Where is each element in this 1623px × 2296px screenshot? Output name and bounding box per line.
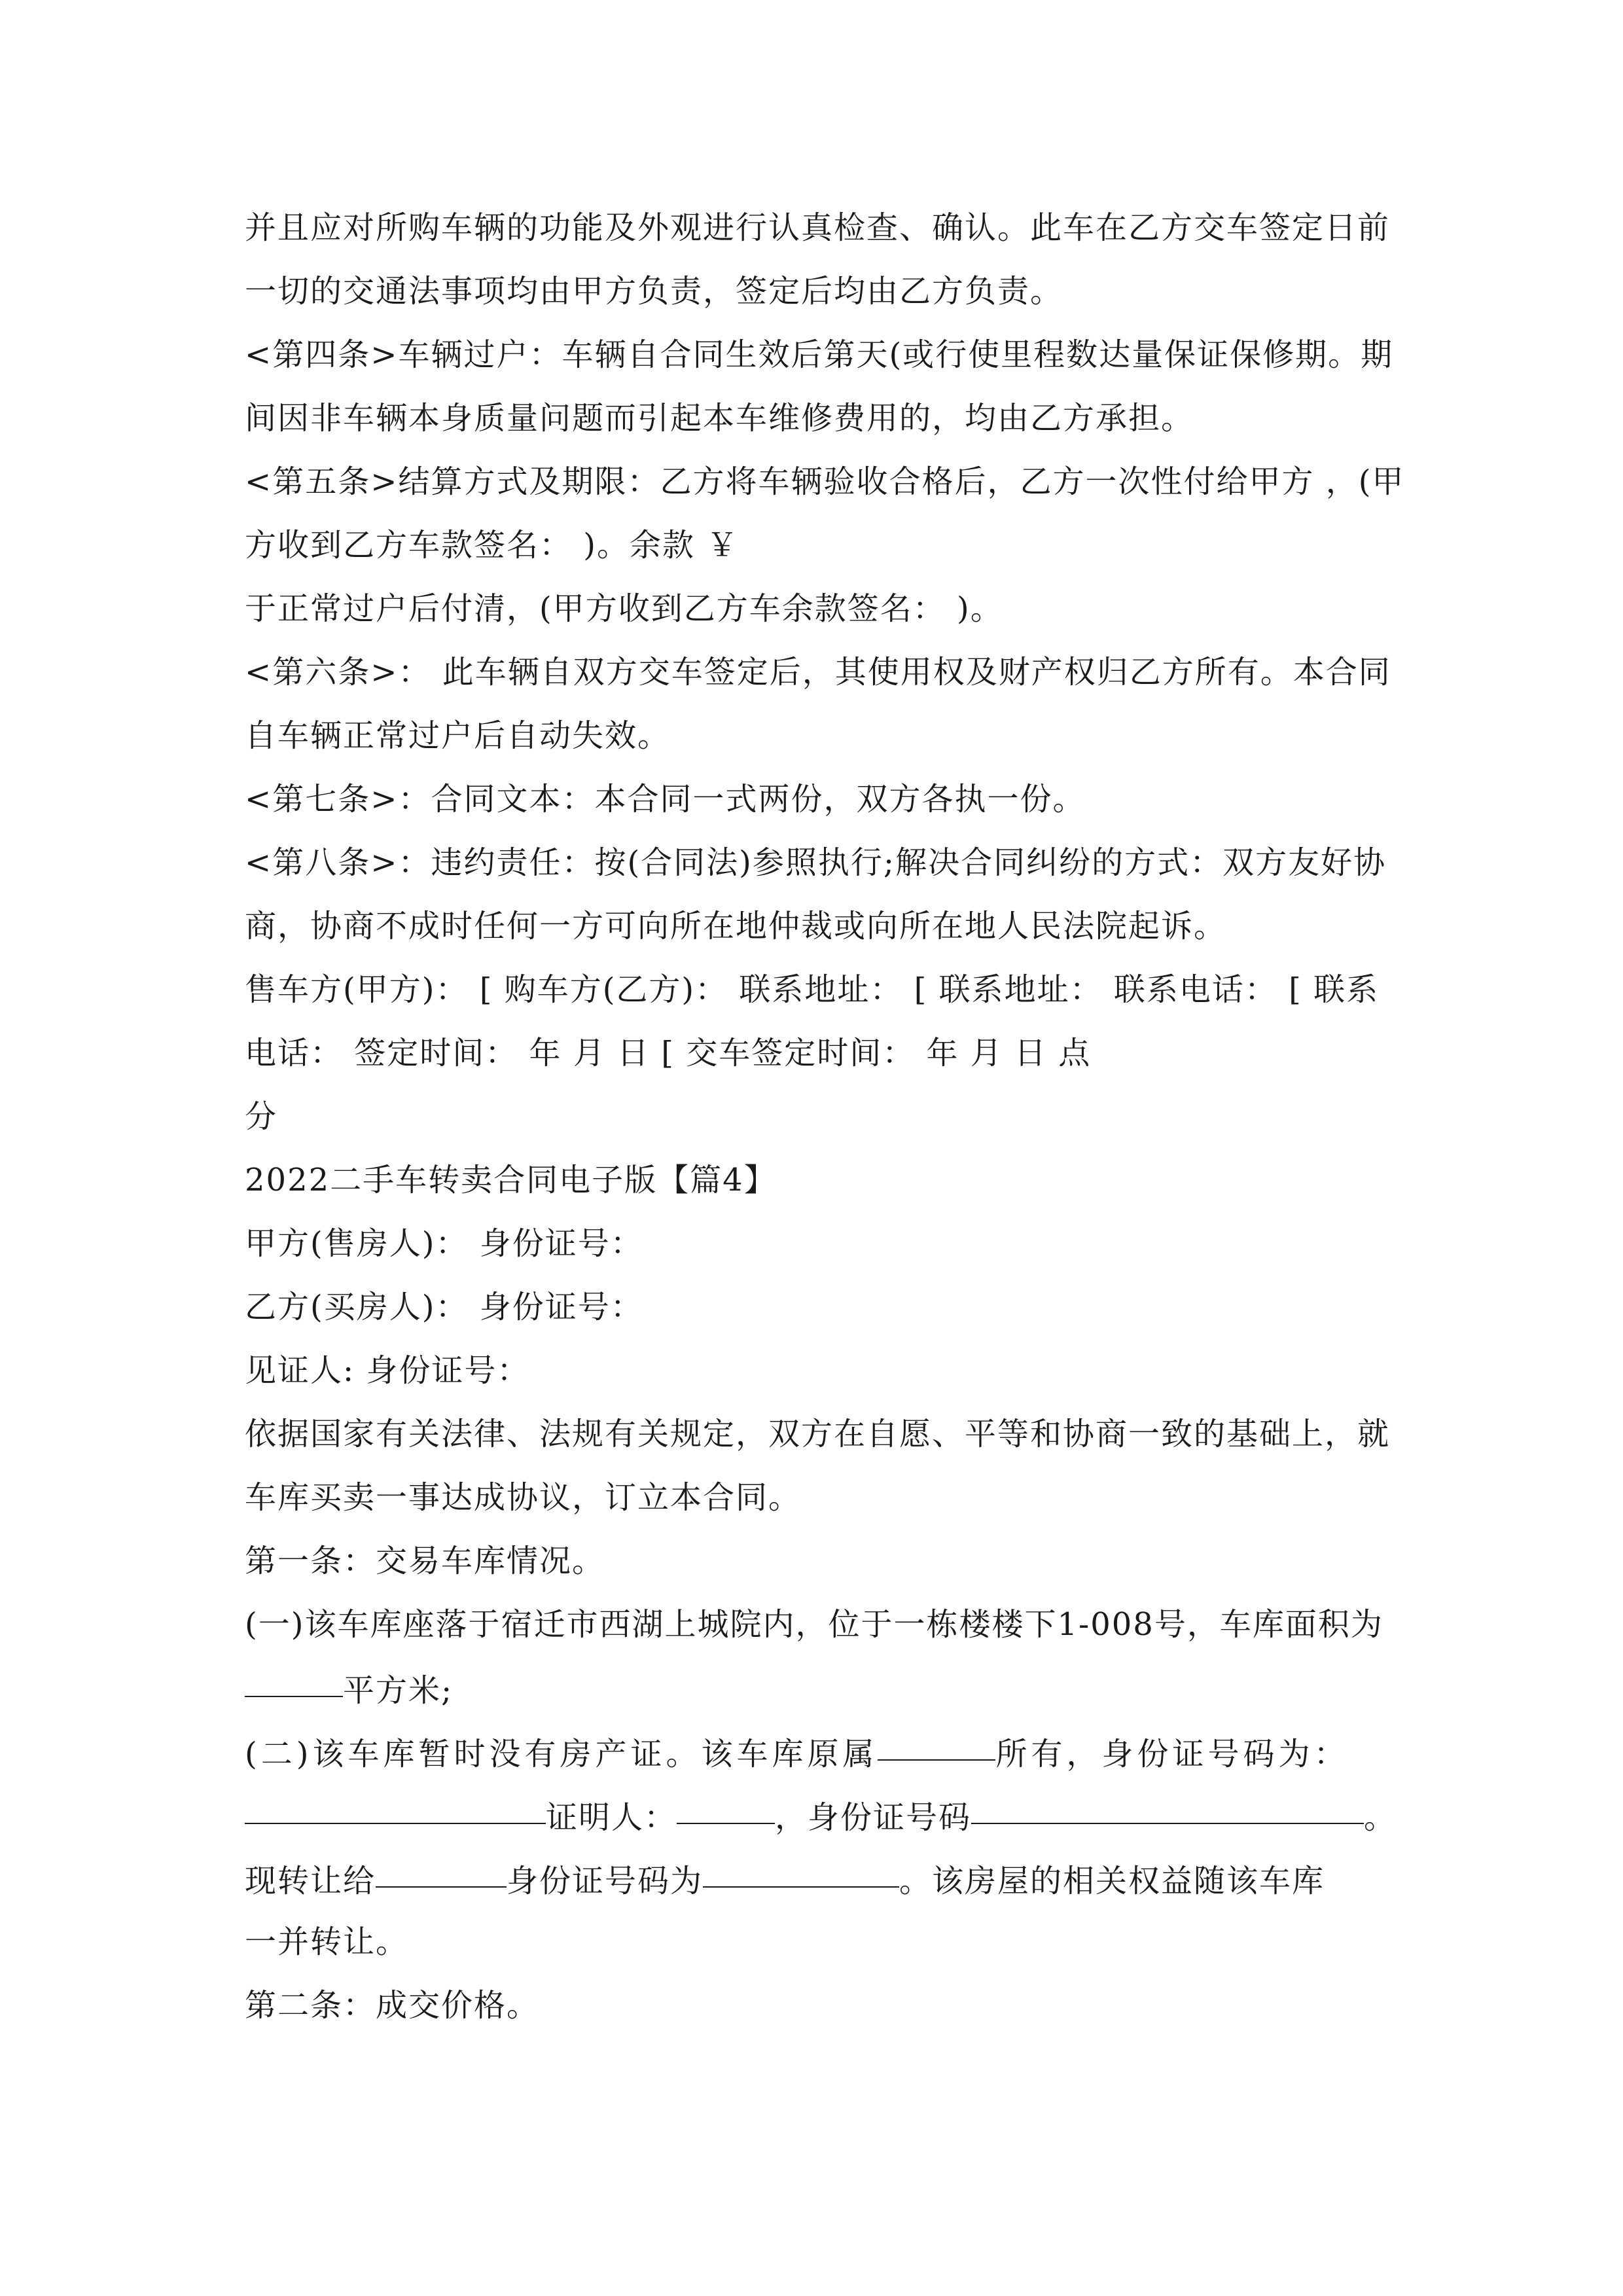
text-line: 商，协商不成时任何一方可向所在地仲裁或向所在地人民法院起诉。 — [245, 908, 1227, 944]
text-line: 甲方(售房人)： 身份证号： — [245, 1225, 643, 1262]
text-line — [245, 1847, 1383, 1910]
text-line: 售车方(甲方)： [ 购车方(乙方)： 联系地址： [ 联系地址： 联系电话： [ 联系 — [245, 971, 1380, 1008]
fill-blank-transferee — [376, 1847, 507, 1888]
text-line: 第一条：交易车库情况。 — [245, 1543, 605, 1579]
text-line: 方收到乙方车款签名： )。余款 ￥ — [245, 527, 740, 564]
text-line: 自车辆正常过户后自动失效。 — [245, 717, 671, 754]
text-fragment: 。该房屋的相关权益随该车库 — [899, 1863, 1325, 1899]
text-line: 见证人: 身份证号： — [245, 1352, 530, 1389]
text-line: 于正常过户后付清，(甲方收到乙方车余款签名： )。 — [245, 590, 1003, 627]
text-line: 一并转让。 — [245, 1924, 409, 1960]
text-line: 并且应对所购车辆的功能及外观进行认真检查、确认。此车在乙方交车签定日前 — [245, 209, 1391, 246]
text-line: <第八条>：违约责任：按(合同法)参照执行;解决合同纠纷的方式：双方友好协 — [245, 844, 1387, 881]
fill-blank-original-owner — [878, 1720, 995, 1761]
text-line: 分 — [245, 1098, 278, 1135]
text-fragment: (二)该车库暂时没有房产证。该车库原属 — [245, 1736, 878, 1772]
section-heading: 2022二手车转卖合同电子版【篇4】 — [245, 1162, 777, 1198]
text-line: 间因非车辆本身质量问题而引起本车维修费用的，均由乙方承担。 — [245, 400, 1194, 437]
text-fragment: 证明人： — [546, 1799, 677, 1836]
text-fragment: 身份证号码为 — [507, 1863, 704, 1899]
text-line: (一)该车库座落于宿迁市西湖上城院内，位于一栋楼楼下1-008号，车库面积为 — [245, 1606, 1383, 1643]
text-line: 依据国家有关法律、法规有关规定，双方在自愿、平等和协商一致的基础上，就 — [245, 1416, 1391, 1452]
fill-blank-witness — [677, 1784, 775, 1824]
fill-blank-witness-id — [971, 1784, 1364, 1824]
text-line: <第六条>： 此车辆自双方交车签定后，其使用权及财产权归乙方所有。本合同 — [245, 654, 1391, 691]
text-line: <第四条>车辆过户：车辆自合同生效后第天(或行使里程数达量保证保修期。期 — [245, 336, 1394, 373]
text-fragment: 所有，身份证号码为： — [995, 1736, 1349, 1772]
text-line — [245, 1784, 1397, 1847]
text-line: 乙方(买房人)： 身份证号： — [245, 1289, 643, 1325]
text-line: 一切的交通法事项均由甲方负责，签定后均由乙方负责。 — [245, 273, 1063, 310]
text-fragment: ，身份证号码 — [775, 1799, 972, 1836]
fill-blank-owner-id — [245, 1784, 546, 1824]
text-line: 第二条：成交价格。 — [245, 1987, 540, 2024]
text-line: <第五条>结算方式及期限：乙方将车辆验收合格后，乙方一次性付给甲方 ，(甲 — [245, 463, 1405, 500]
text-line: <第七条>：合同文本：本合同一式两份，双方各执一份。 — [245, 781, 1086, 817]
text-line: 电话： 签定时间： 年 月 日 [ 交车签定时间： 年 月 日 点 — [245, 1035, 1092, 1071]
document-body — [245, 196, 1405, 2037]
text-line: 车库买卖一事达成协议，订立本合同。 — [245, 1479, 802, 1516]
fill-blank-transferee-id — [703, 1847, 899, 1888]
fill-blank-area — [245, 1657, 343, 1697]
text-fragment: 现转让给 — [245, 1863, 376, 1899]
text-fragment: 平方米; — [343, 1672, 454, 1709]
text-fragment: 。 — [1364, 1799, 1397, 1836]
text-line — [245, 1720, 1383, 1784]
text-line — [245, 1657, 1383, 1720]
